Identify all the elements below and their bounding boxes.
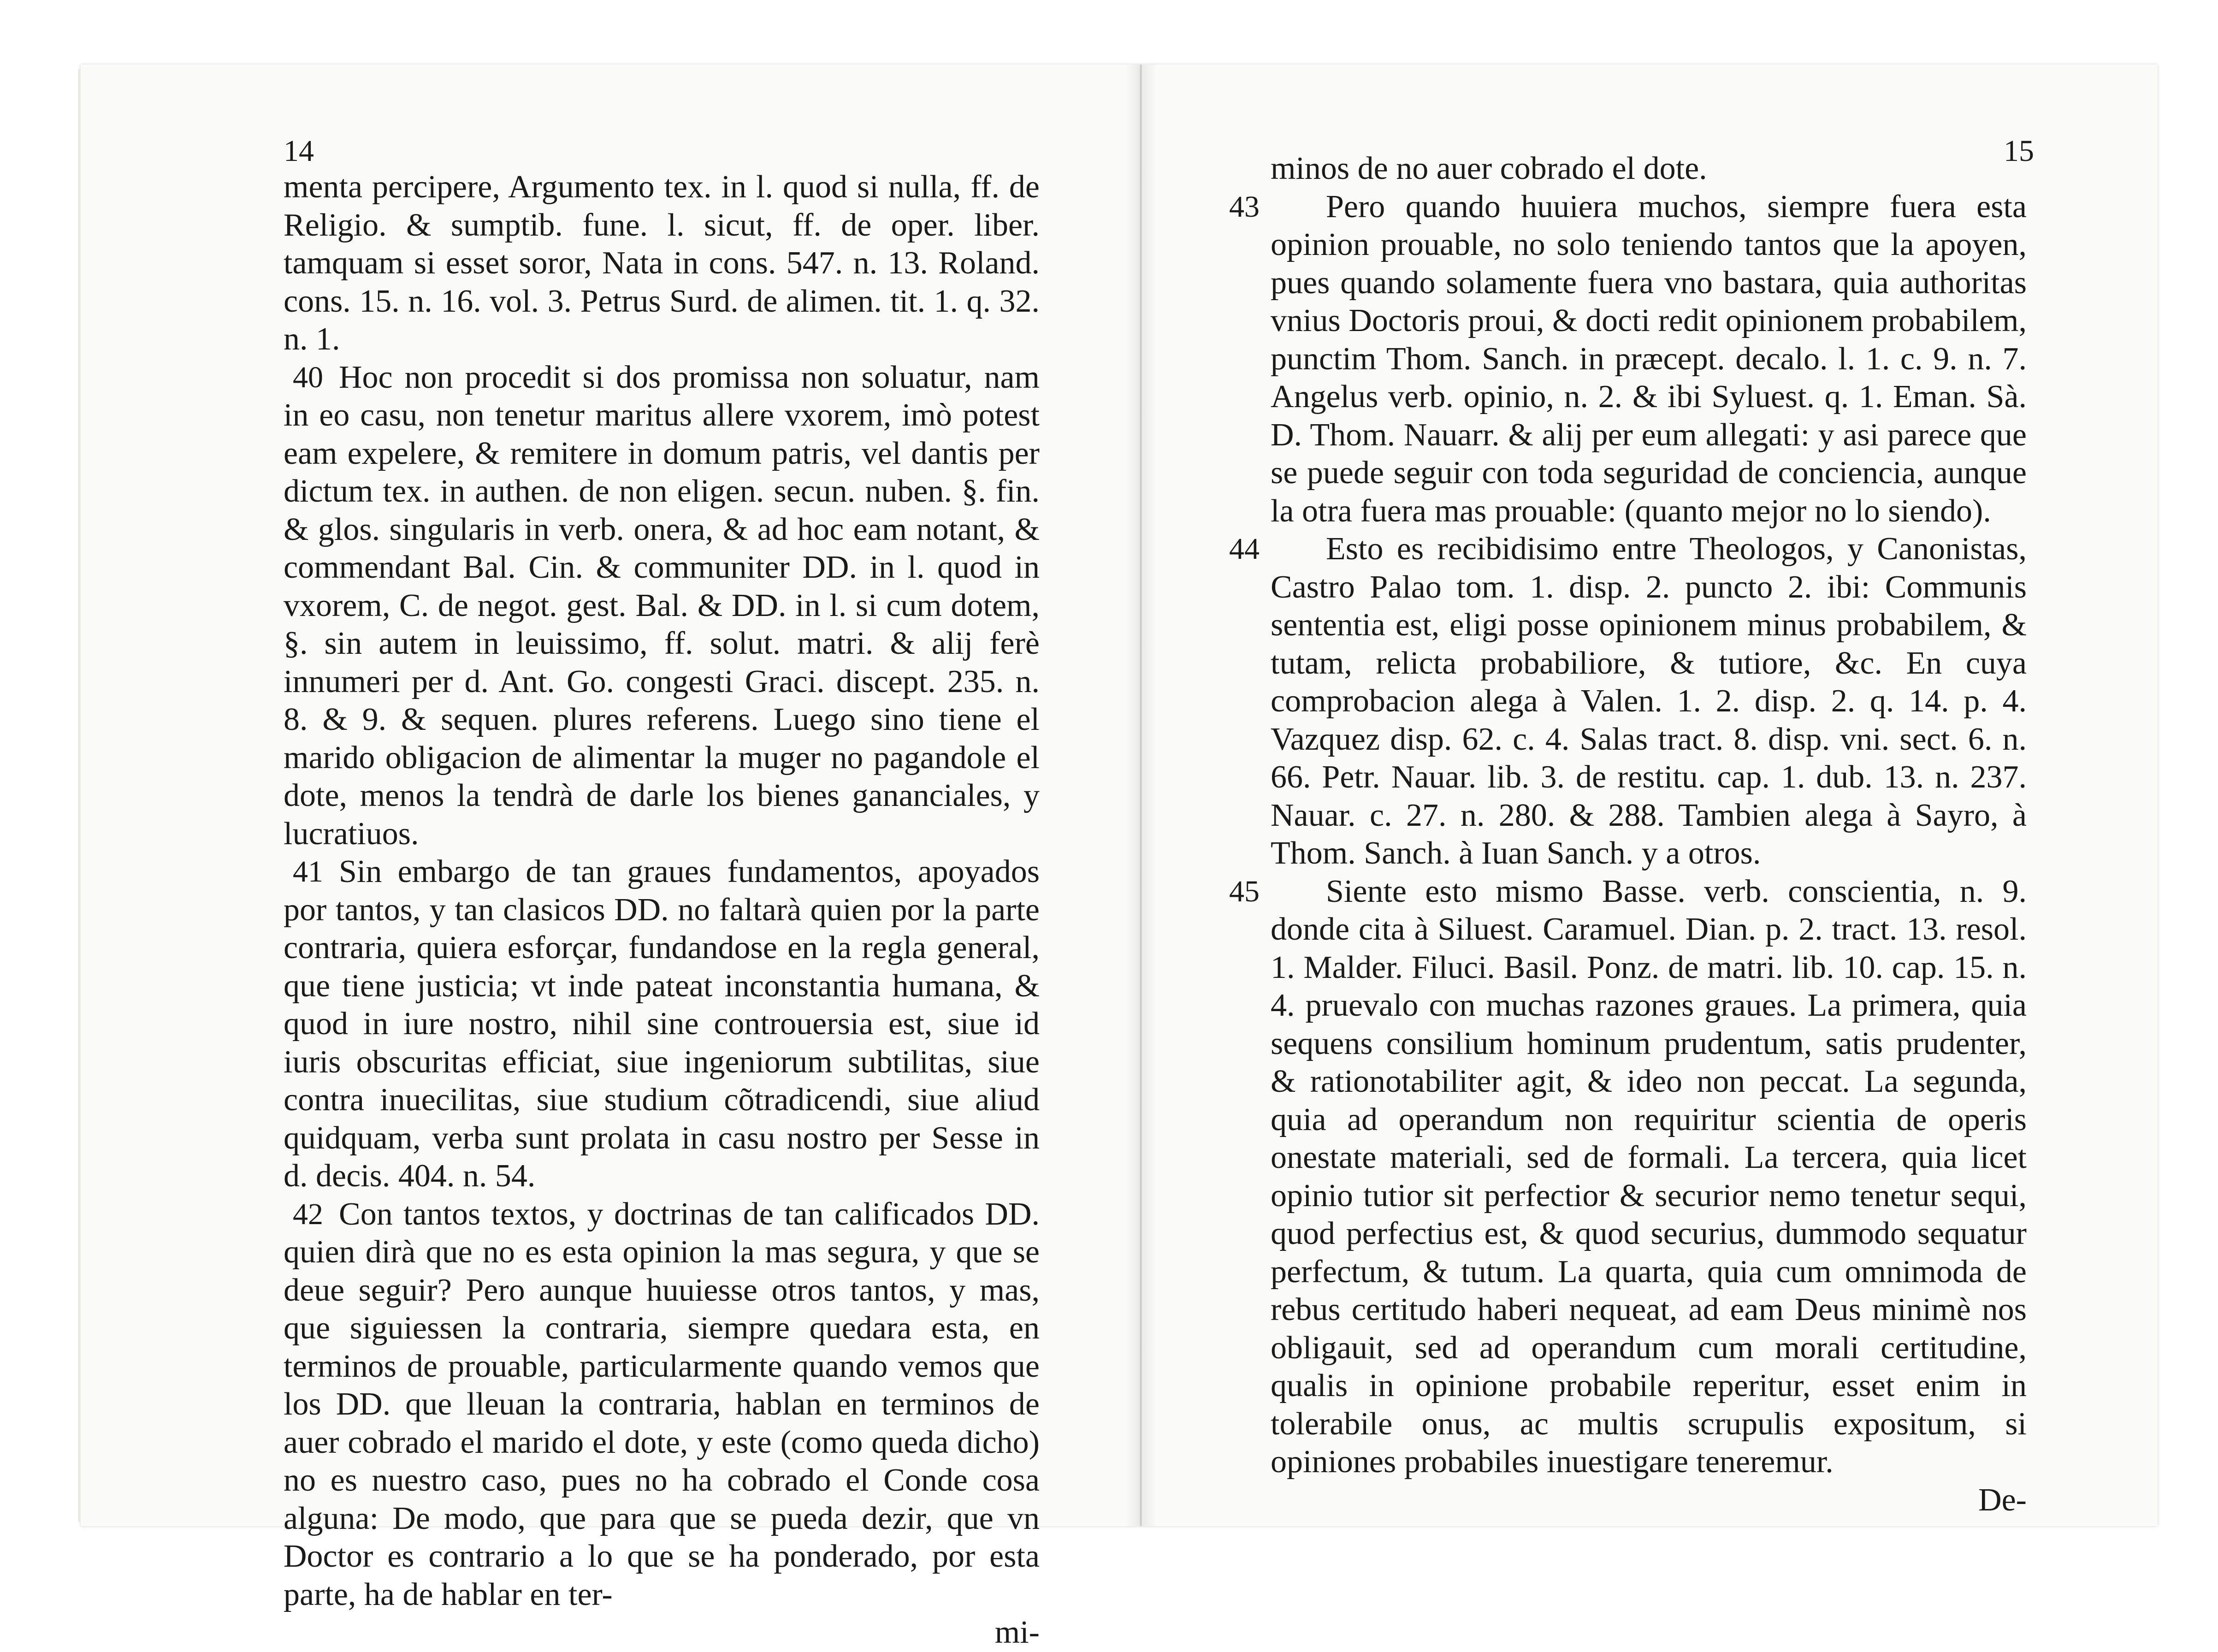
right-page [1141,65,2158,1526]
paragraph-number: 43 [1229,189,1260,224]
paragraph-number: 41 [293,855,323,888]
page-body [1229,150,2027,1519]
paragraph [1229,188,2027,531]
paragraph [1229,873,2027,1481]
paragraph-text: Esto es recibidisimo entre Theologos, y Canonistas, Castro Palao tom. 1. disp. 2. puncto 2. ibi: Communis sententia est, eligi posse opinionem minus probabilem, & tutam, relicta probabiliore, & tutiore, &c. En cuya comprobacion alega à Valen. 1. 2. disp. 2. q. 14. p. 4. Vazquez disp. 62. c. 4. Salas tract. 8. disp. vni. sect. 6. n. 66. Petr. Nauar. lib. 3. de restitu. cap. 1. dub. 13. n. 237. Nauar. c. 27. n. 280. & 288. Tambien alega à Sayro, à Thom. Sanch. à Iuan Sanch. y a otros. [1271,531,2027,871]
paragraph-number: 42 [293,1197,323,1231]
paragraph-text: Hoc non procedit si dos promissa non soluatur, nam in eo casu, non tenetur maritus allere vxorem, imò potest eam expelere, & remitere in domum patris, vel dantis per dictum tex. in authen. de non eligen. secun. nuben. §. fin. & glos. singularis in verb. onera, & ad hoc eam notant, & commendant Bal. Cin. & communiter DD. in l. quod in vxorem, C. de negot. gest. Bal. & DD. in l. si cum dotem, §. sin autem in leuissimo, ff. solut. matri. & alij ferè innumeri per d. Ant. Go. congesti Graci. discept. 235. n. 8. & 9. & sequen. plures referens. Luego sino tiene el marido obligacion de alimentar la muger no pagandole el dote, menos la tendrà de darle los bienes gananciales, y lucratiuos. [284,359,1040,852]
paragraph [284,853,1040,1196]
catchword: mi- [994,1615,1040,1650]
paragraph [284,168,1040,359]
paragraph-number: 45 [1229,874,1260,908]
paragraph-number: 44 [1229,532,1260,566]
page-number: 15 [2004,134,2034,168]
paragraph [1229,530,2027,873]
paragraph [284,1196,1040,1614]
paragraph-text: Con tantos textos, y doctrinas de tan calificados DD. quien dirà que no es esta opinion la mas segura, y que se deue seguir? Pero aunque huuiesse otros tantos, y mas, que siguiessen la contraria, siempre quedara esta, en terminos de prouable, particularmente quando vemos que los DD. que lleuan la contraria, hablan en terminos de auer cobrado el marido el dote, y este (como queda dicho) no es nuestro caso, pues no ha cobrado el Conde cosa alguna: De modo, que para que se pueda dezir, que vn Doctor es contrario a lo que se ha ponderado, por esta parte, ha de hablar en ter- [284,1196,1040,1612]
paragraph-number: 40 [293,360,323,394]
paragraph-text: menta percipere, Argumento tex. in l. quod si nulla, ff. de Religio. & sumptib. fune. l. sicut, ff. de oper. liber. tamquam si esset soror, Nata in cons. 547. n. 13. Roland. cons. 15. n. 16. vol. 3. Petrus Surd. de alimen. tit. 1. q. 32. n. 1. [284,169,1040,357]
page-number: 14 [284,134,314,168]
paragraph [1271,150,2027,188]
left-page [81,65,1141,1650]
paragraph [284,359,1040,853]
page-body [284,168,1040,1652]
paragraph-text: Pero quando huuiera muchos, siempre fuera esta opinion prouable, no solo teniendo tantos que la apoyen, pues quando solamente fuera vno bastara, quia authoritas vnius Doctoris proui, & docti redit opinionem probabilem, punctim Thom. Sanch. in præcept. decalo. l. 1. c. 9. n. 7. Angelus verb. opinio, n. 2. & ibi Syluest. q. 1. Eman. Sà. D. Thom. Nauarr. & alij per eum allegati: y asi parece que se puede seguir con toda seguridad de conciencia, aunque la otra fuera mas prouable: (quanto mejor no lo siendo). [1271,189,2027,529]
paragraph-text: Siente esto mismo Basse. verb. conscientia, n. 9. donde cita à Siluest. Caramuel. Dian. p. 2. tract. 13. resol. 1. Malder. Filuci. Basil. Ponz. de matri. lib. 10. cap. 15. n. 4. pruevalo con muchas razones graues. La primera, quia sequens consilium hominum prudentum, satis prudenter, & rationotabiliter agit, & ideo non peccat. La segunda, quia ad operandum non requiritur scientia de operis onestate materiali, sed de formali. La tercera, quia licet opinio tutior sit perfectior & securior nemo tenetur sequi, quod perfectius est, & quod securius, dummodo sequatur perfectum, & tutum. La quarta, quia cum omnimoda de rebus certitudo haberi nequeat, ad eam Deus minimè nos obligauit, sed ad operandum cum morali certitudine, qualis in opinione probabile reperitur, esset enim in tolerabile onus, ac multis scrupulis expositum, si opiniones probabiles inuestigare teneremur. [1271,873,2027,1480]
paragraph-text: Sin embargo de tan graues fundamentos, apoyados por tantos, y tan clasicos DD. no faltarà quien por la parte contraria, quiera esforçar, fundandose en la regla general, que tiene justicia; vt inde pateat inconstantia humana, & quod in iure nostro, nihil sine controuersia est, siue id iuris obscuritas efficiat, siue ingeniorum subtilitas, siue contra inuecilitas, siue studium cõtradicendi, siue aliud quidquam, verba sunt prolata in casu nostro per Sesse in d. decis. 404. n. 54. [284,854,1040,1194]
catchword: De- [1978,1482,2027,1518]
paragraph-text: minos de no auer cobrado el dote. [1271,151,1707,186]
